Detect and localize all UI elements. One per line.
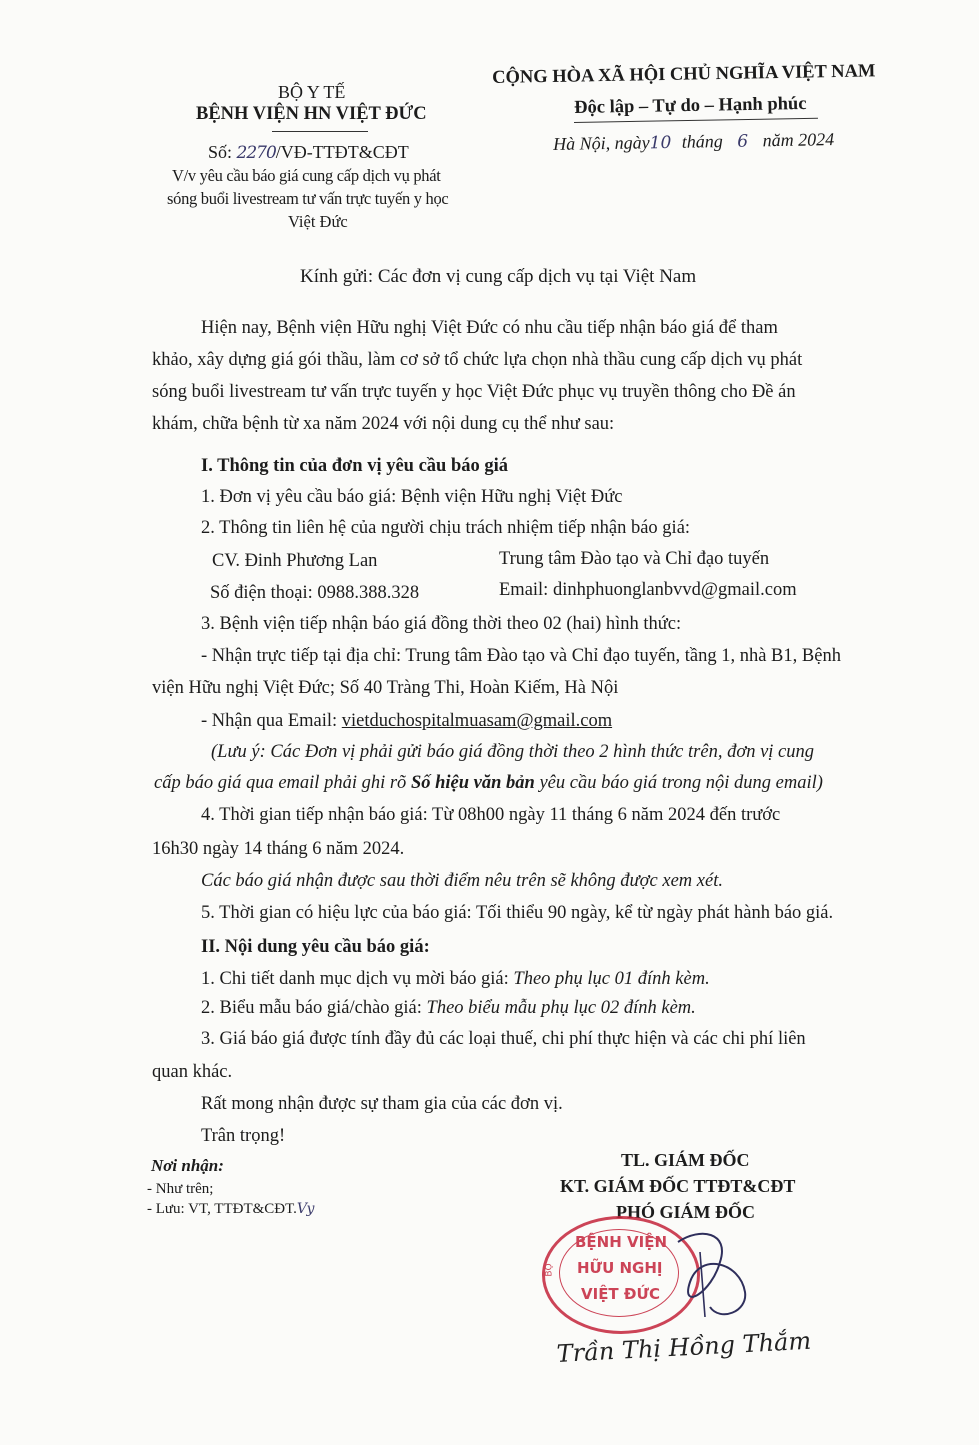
recipients-initials: Vy bbox=[296, 1201, 315, 1217]
recipients-title: Nơi nhận: bbox=[151, 1156, 224, 1175]
ministry-name: BỘ Y TẾ bbox=[278, 82, 346, 102]
closing-text: Rất mong nhận được sự tham gia của các đơn vị. bbox=[201, 1094, 563, 1114]
section1-item4-line-2: 16h30 ngày 14 tháng 6 năm 2024. bbox=[152, 839, 405, 859]
date-year: năm 2024 bbox=[762, 129, 835, 151]
note-line-2-bold: Số hiệu văn bản bbox=[410, 773, 535, 793]
section1-item3: 3. Bệnh viện tiếp nhận báo giá đồng thời theo 02 (hai) hình thức: bbox=[201, 614, 682, 634]
date-month: 6 bbox=[737, 131, 749, 152]
section2-item2-text: 2. Biểu mẫu báo giá/chào giá: bbox=[201, 998, 427, 1018]
intro-line-2: khảo, xây dựng giá gói thầu, làm cơ sở tổ chức lựa chọn nhà thầu cung cấp dịch vụ phát bbox=[152, 350, 803, 370]
signature-scribble bbox=[660, 1222, 770, 1332]
hospital-underline bbox=[272, 131, 368, 132]
contact-unit: Trung tâm Đào tạo và Chỉ đạo tuyến bbox=[499, 549, 770, 569]
section2-item1-text: 1. Chi tiết danh mục dịch vụ mời báo giá: bbox=[201, 969, 514, 989]
contact-name: CV. Đinh Phương Lan bbox=[212, 551, 378, 571]
date-prefix: Hà Nội, ngày bbox=[553, 132, 650, 154]
note-line-2-pre: cấp báo giá qua email phải ghi rõ bbox=[154, 773, 411, 793]
regards-text: Trân trọng! bbox=[201, 1126, 286, 1146]
section2-item3-line-2: quan khác. bbox=[152, 1062, 233, 1082]
signature-line-1: TL. GIÁM ĐỐC bbox=[621, 1150, 750, 1170]
section2-item3-line-1: 3. Giá báo giá được tính đầy đủ các loại thuế, chi phí thực hiện và các chi phí liên bbox=[201, 1029, 806, 1049]
section1-item5: 5. Thời gian có hiệu lực của báo giá: Tối thiểu 90 ngày, kể từ ngày phát hành báo giá. bbox=[201, 903, 834, 923]
item3-email-line bbox=[201, 711, 612, 732]
signature-line-3: PHÓ GIÁM ĐỐC bbox=[616, 1202, 755, 1222]
hospital-name: BỆNH VIỆN HN VIỆT ĐỨC bbox=[196, 104, 427, 124]
stamp-side-text: BỘ bbox=[544, 1263, 555, 1277]
motto-underline bbox=[574, 118, 818, 123]
date-day: 10 bbox=[649, 132, 672, 154]
intro-line-1: Hiện nay, Bệnh viện Hữu nghị Việt Đức có nhu cầu tiếp nhận báo giá để tham bbox=[201, 318, 778, 338]
section2-title: II. Nội dung yêu cầu báo giá: bbox=[201, 937, 430, 957]
item3-direct-line-2: viện Hữu nghị Việt Đức; Số 40 Tràng Thi, Hoàn Kiếm, Hà Nội bbox=[152, 678, 619, 698]
recipients-line-2-text: - Lưu: VT, TTĐT&CĐT. bbox=[147, 1201, 297, 1217]
recipient: Kính gửi: Các đơn vị cung cấp dịch vụ tại Việt Nam bbox=[300, 266, 697, 287]
subject-line-1: V/v yêu cầu báo giá cung cấp dịch vụ phát bbox=[172, 166, 441, 185]
country-name: CỘNG HÒA XÃ HỘI CHỦ NGHĨA VIỆT NAM bbox=[492, 61, 876, 88]
item3-email-link[interactable]: vietduchospitalmuasam@gmail.com bbox=[341, 711, 613, 731]
note-line-1: (Lưu ý: Các Đơn vị phải gửi báo giá đồng thời theo 2 hình thức trên, đơn vị cung bbox=[211, 742, 815, 762]
number-prefix: Số: bbox=[208, 142, 233, 162]
section1-item4-note: Các báo giá nhận được sau thời điểm nêu trên sẽ không được xem xét. bbox=[201, 871, 723, 891]
stamp-line-1: BỆNH VIỆN bbox=[575, 1233, 667, 1251]
stamp-line-2: HỮU NGHỊ bbox=[577, 1259, 663, 1277]
date-month-word: tháng bbox=[681, 131, 723, 152]
item3-email-label: - Nhận qua Email: bbox=[201, 711, 342, 731]
document-number bbox=[208, 142, 409, 163]
number-handwritten: 2270 bbox=[236, 143, 276, 163]
section2-item2 bbox=[201, 998, 696, 1019]
stamp-line-3: VIỆT ĐỨC bbox=[581, 1285, 660, 1303]
note-line-2-post: yêu cầu báo giá trong nội dung email) bbox=[534, 773, 823, 793]
signer-name: Trần Thị Hồng Thắm bbox=[556, 1326, 812, 1368]
section1-title: I. Thông tin của đơn vị yêu cầu báo giá bbox=[201, 456, 509, 476]
recipients-line-2 bbox=[147, 1201, 314, 1218]
contact-phone: Số điện thoại: 0988.388.328 bbox=[210, 583, 420, 603]
subject-line-3: Việt Đức bbox=[288, 212, 348, 231]
recipients-line-1: - Như trên; bbox=[147, 1181, 214, 1197]
section2-item1-italic: Theo phụ lục 01 đính kèm. bbox=[513, 969, 710, 989]
section2-item1 bbox=[201, 969, 710, 990]
contact-email: Email: dinhphuonglanbvvd@gmail.com bbox=[499, 580, 797, 600]
date-line bbox=[553, 129, 834, 155]
signature-line-2: KT. GIÁM ĐỐC TTĐT&CĐT bbox=[560, 1176, 796, 1196]
note-line-2 bbox=[154, 773, 823, 794]
section1-item2: 2. Thông tin liên hệ của người chịu trách nhiệm tiếp nhận báo giá: bbox=[201, 518, 691, 538]
intro-line-4: khám, chữa bệnh từ xa năm 2024 với nội dung cụ thể như sau: bbox=[152, 414, 615, 434]
subject-line-2: sóng buổi livestream tư vấn trực tuyến y học bbox=[167, 189, 449, 208]
intro-line-3: sóng buổi livestream tư vấn trực tuyến y học Việt Đức phục vụ truyền thông cho Đề án bbox=[152, 382, 796, 402]
section1-item4-line-1: 4. Thời gian tiếp nhận báo giá: Từ 08h00 ngày 11 tháng 6 năm 2024 đến trước bbox=[201, 805, 781, 825]
section1-item1: 1. Đơn vị yêu cầu báo giá: Bệnh viện Hữu nghị Việt Đức bbox=[201, 487, 623, 507]
item3-direct-line-1: - Nhận trực tiếp tại địa chỉ: Trung tâm Đào tạo và Chỉ đạo tuyến, tầng 1, nhà B1, Bệnh bbox=[201, 646, 841, 666]
number-suffix: /VĐ-TTĐT&CĐT bbox=[275, 142, 409, 162]
motto: Độc lập – Tự do – Hạnh phúc bbox=[574, 93, 807, 118]
section2-item2-italic: Theo biểu mẫu phụ lục 02 đính kèm. bbox=[426, 998, 696, 1018]
